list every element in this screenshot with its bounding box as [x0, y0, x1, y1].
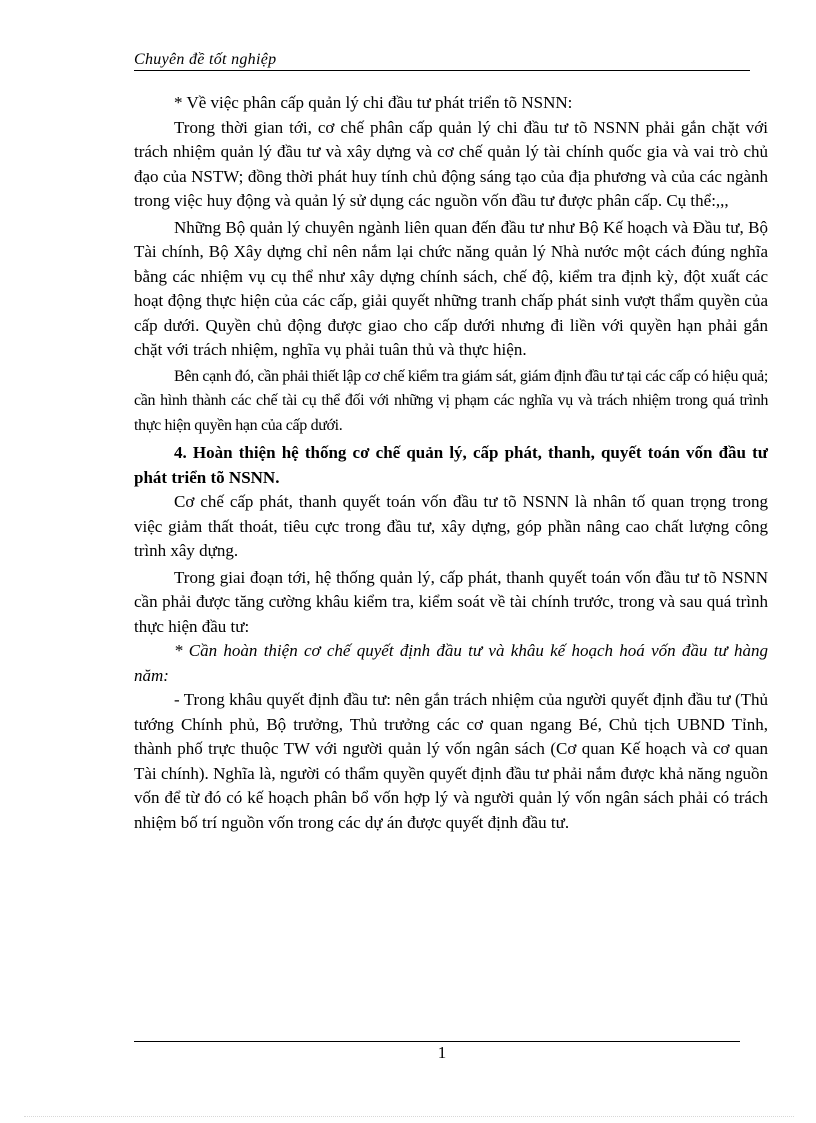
paragraph-decentralization-heading: * Về việc phân cấp quản lý chi đầu tư phát triển tõ NSNN:: [174, 93, 573, 112]
paragraph-investment-decision: - Trong khâu quyết định đầu tư: nên gắn trách nhiệm của người quyết định đầu tư (Thủ tướng Chính phủ, Bộ trưởng, Thủ trưởng các cơ quan ngang Bé, Chủ tịch UBND Tỉnh, thành phố trực thuộc TW với người quản lý vốn ngân sách (Cơ quan Kế hoạch và cơ quan Tài chính). Nghĩa là, người có thẩm quyền quyết định đầu tư phải nắm được khả năng nguồn vốn để từ đó có kế hoạch phân bổ vốn hợp lý và người quản lý vốn ngân sách phải có trách nhiệm bố trí nguồn vốn trong các dự án được quyết định đầu tư.: [134, 690, 768, 832]
paragraph-ministries: Những Bộ quản lý chuyên ngành liên quan đến đầu tư như Bộ Kế hoạch và Đầu tư, Bộ Tài chính, Bộ Xây dựng chỉ nên nắm lại chức năng quản lý Nhà nước một cách đúng nghĩa bằng các nhiệm vụ cụ thể như xây dựng chính sách, chế độ, kiểm tra định kỳ, đột xuất các hoạt động thực hiện của các cấp, giải quyết những tranh chấp phát sinh vượt thẩm quyền của cấp dưới. Quyền chủ động được giao cho cấp dưới nhưng đi liền với quyền hạn phải gắn chặt với trách nhiệm, nghĩa vụ phải tuân thủ và thực hiện.: [134, 217, 768, 359]
page-bottom-edge: [24, 1116, 794, 1117]
section-heading-4: 4. Hoàn thiện hệ thống cơ chế quản lý, cấp phát, thanh, quyết toán vốn đầu tư phát triển tõ NSNN.: [134, 443, 768, 487]
paragraph-decentralization-body: Trong thời gian tới, cơ chế phân cấp quản lý chi đầu tư tõ NSNN phải gắn chặt với trách nhiệm quản lý đầu tư và xây dựng và cơ chế quản lý tài chính quốc gia và vai trò chủ đạo của NSTW; đồng thời phát huy tính chủ động sáng tạo của địa phương và của các ngành trong việc huy động và quản lý sử dụng các nguồn vốn đầu tư được phân cấp. Cụ thể:,,,: [134, 117, 768, 210]
paragraph-inspection: Bên cạnh đó, cần phải thiết lập cơ chế kiểm tra giám sát, giám định đầu tư tại các cấp có hiệu quả; cần hình thành các chế tài cụ thể đối với những vị phạm các nghĩa vụ và trách nhiệm trong quá trình thực hiện quyền hạn của cấp dưới.: [134, 367, 768, 434]
paragraph-upcoming-period: Trong giai đoạn tới, hệ thống quản lý, cấp phát, thanh quyết toán vốn đầu tư tõ NSNN cần phải được tăng cường khâu kiểm tra, kiểm soát về tài chính trước, trong và sau quá trình thực hiện đầu tư:: [134, 567, 768, 636]
page-number: 1: [437, 1043, 447, 1062]
header-title: Chuyên đề tốt nghiệp: [134, 51, 277, 68]
paragraph-investment-decision-heading: * Cần hoàn thiện cơ chế quyết định đầu tư và khâu kế hoạch hoá vốn đầu tư hàng năm:: [134, 641, 768, 685]
document-body: [134, 91, 768, 835]
page-header: [134, 50, 750, 71]
paragraph-disbursement-mechanism: Cơ chế cấp phát, thanh quyết toán vốn đầu tư tõ NSNN là nhân tố quan trọng trong việc giảm thất thoát, tiêu cực trong đầu tư, xây dựng, góp phần nâng cao chất lượng công trình xây dựng.: [134, 492, 768, 560]
